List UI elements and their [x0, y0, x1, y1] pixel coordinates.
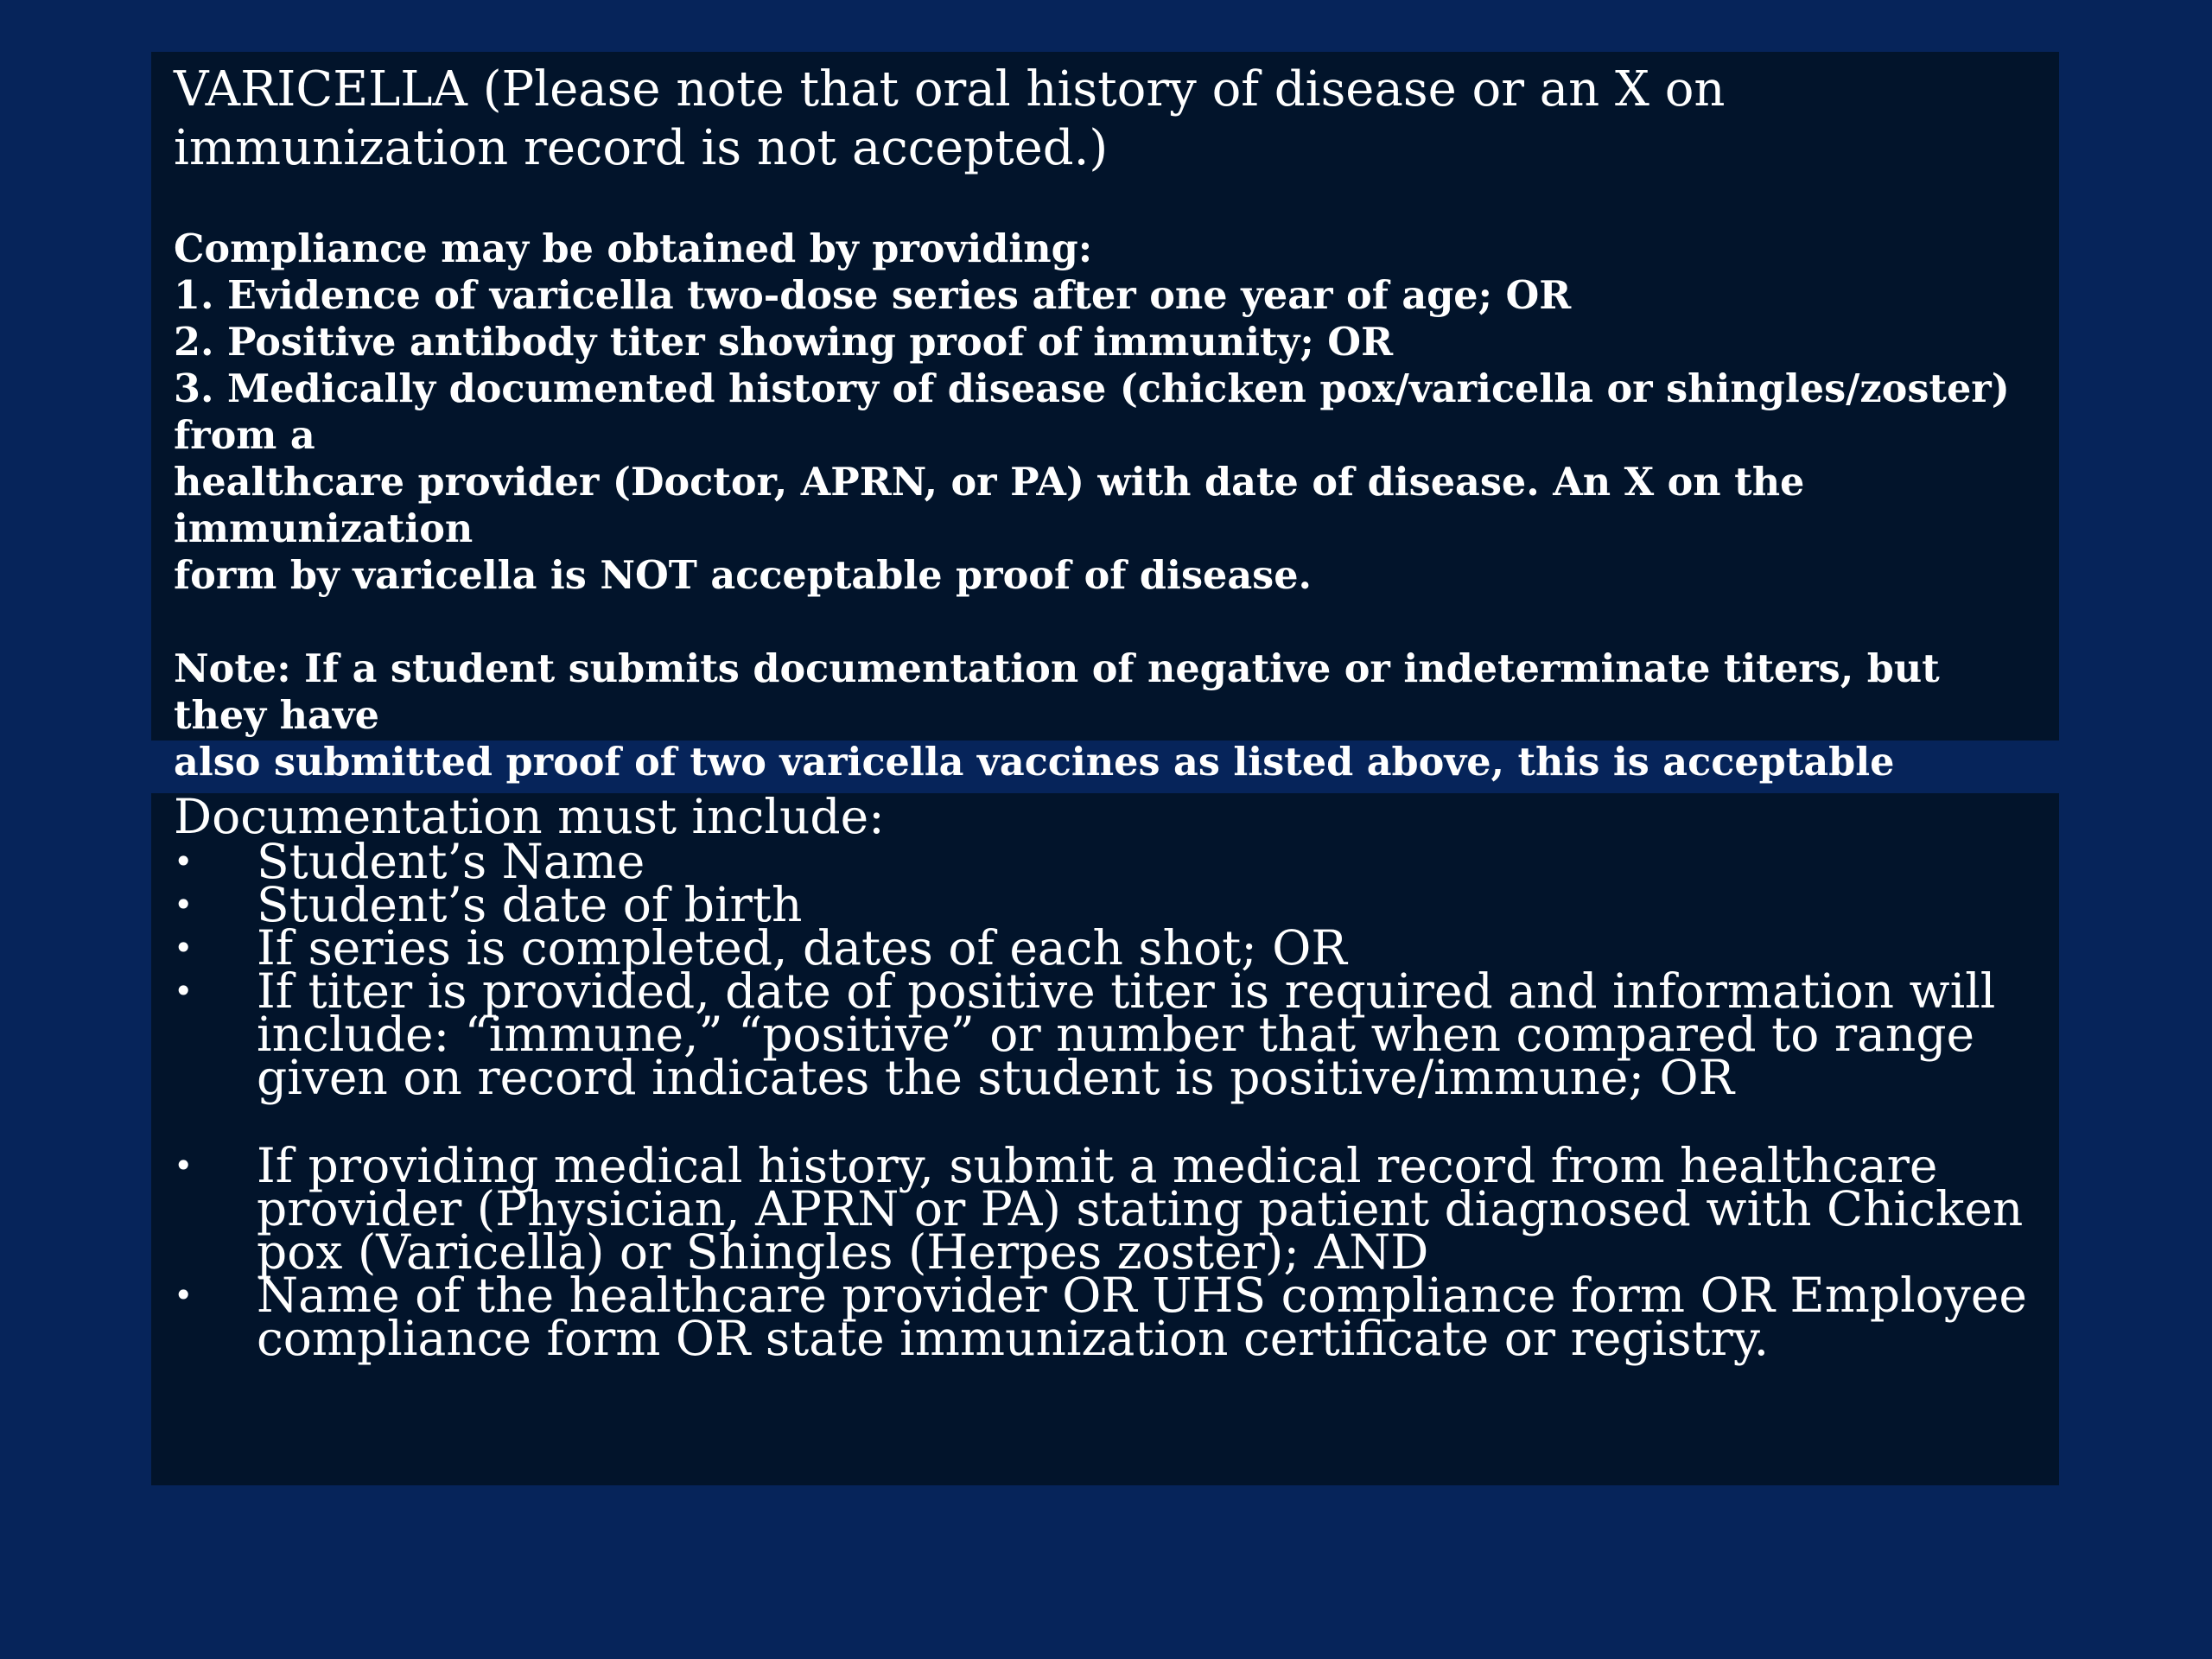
- item-line: compliance form OR state immunization certificate or registry.: [257, 1311, 1770, 1366]
- documentation-list: [174, 834, 2037, 1366]
- bullet-icon: •: [174, 1276, 194, 1314]
- note-line-2: also submitted proof of two varicella vaccines as listed above, this is acceptable: [174, 740, 1895, 785]
- compliance-item-3-line-1: 3. Medically documented history of disease (chicken pox/varicella or shingles/zoster) from a: [174, 366, 2010, 458]
- compliance-item-3-line-3: form by varicella is NOT acceptable proof of disease.: [174, 553, 1313, 598]
- item-line: include: “immune,” “positive” or number that when compared to range: [257, 1007, 1975, 1062]
- compliance-intro: Compliance may be obtained by providing:: [174, 226, 1093, 271]
- documentation-heading: Documentation must include:: [174, 789, 885, 844]
- item-line: provider (Physician, APRN or PA) stating patient diagnosed with Chicken: [257, 1181, 2024, 1236]
- list-item: [174, 1268, 2037, 1366]
- list-item: [174, 963, 2037, 1105]
- item-line: pox (Varicella) or Shingles (Herpes zoster); AND: [257, 1224, 1429, 1280]
- item-line: Name of the healthcare provider OR UHS compliance form OR Employee: [257, 1268, 2027, 1323]
- panel-title: [174, 60, 2037, 178]
- list-item: [174, 1138, 2037, 1280]
- item-line: If titer is provided, date of positive titer is required and information will: [257, 963, 1996, 1019]
- compliance-item-3-line-2: healthcare provider (Doctor, APRN, or PA) with date of disease. An X on the immunization: [174, 460, 1805, 551]
- bullet-icon: •: [174, 886, 194, 924]
- title-line-1: VARICELLA (Please note that oral history of disease or an X on: [174, 61, 1726, 118]
- compliance-item-2: 2. Positive antibody titer showing proof of immunity; OR: [174, 320, 1394, 365]
- bullet-icon: •: [174, 929, 194, 967]
- item-line: Student’s Name: [257, 834, 645, 889]
- bullet-icon: •: [174, 972, 194, 1010]
- compliance-list: [174, 226, 2037, 599]
- title-line-2: immunization record is not accepted.): [174, 120, 1109, 176]
- bullet-icon: •: [174, 1147, 194, 1185]
- note-line-1: Note: If a student submits documentation of negative or indeterminate titers, but they have: [174, 646, 1940, 738]
- item-line: If providing medical history, submit a medical record from healthcare: [257, 1138, 1938, 1193]
- documentation-panel: [151, 789, 2059, 1485]
- compliance-item-1: 1. Evidence of varicella two-dose series after one year of age; OR: [174, 273, 1572, 318]
- item-line: Student’s date of birth: [257, 877, 803, 932]
- bullet-icon: •: [174, 842, 194, 880]
- item-line: given on record indicates the student is positive/immune; OR: [257, 1050, 1734, 1105]
- note-paragraph: [174, 645, 2037, 785]
- item-line: If series is completed, dates of each shot; OR: [257, 920, 1347, 976]
- varicella-requirements-panel: [151, 52, 2059, 785]
